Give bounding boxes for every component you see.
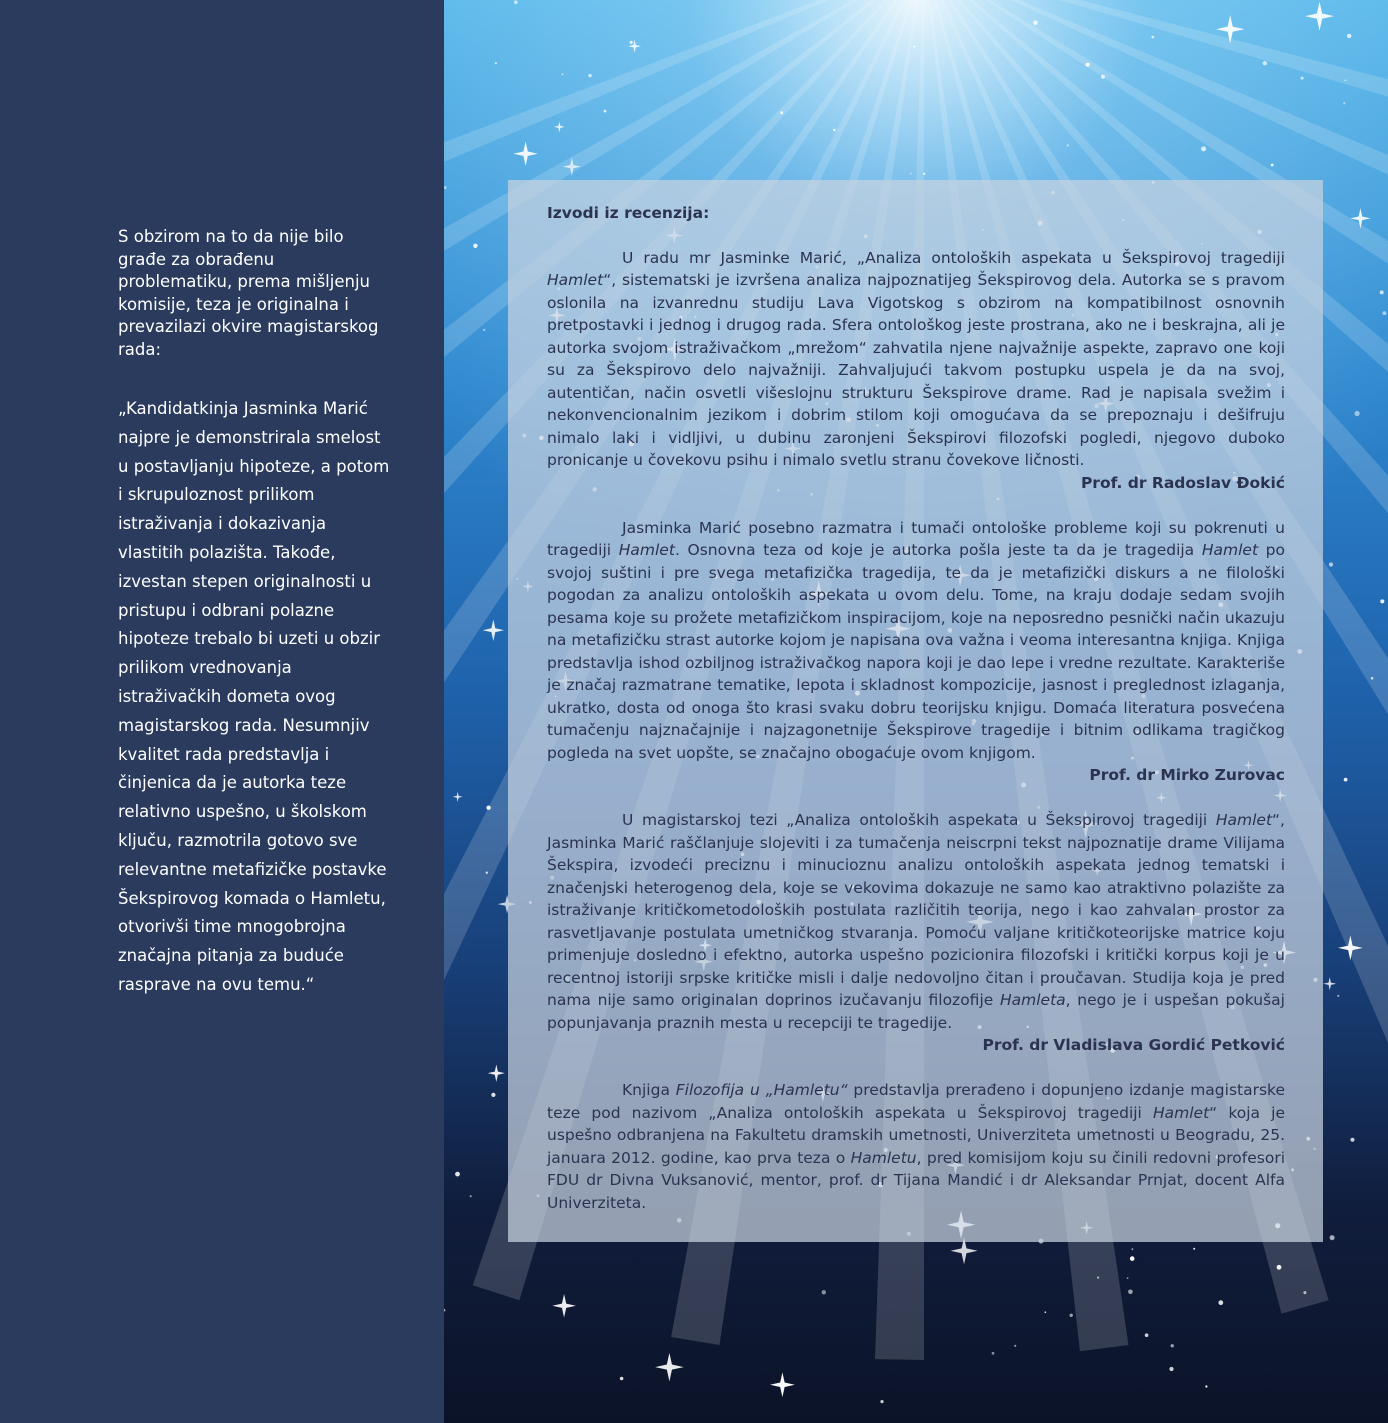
star-dot	[1330, 1235, 1335, 1240]
star-dot	[495, 62, 497, 64]
star-dot	[1128, 1290, 1133, 1295]
star-dot	[923, 173, 925, 175]
star-dot	[514, 0, 518, 4]
star-dot	[1145, 1333, 1149, 1337]
star-dot	[910, 173, 912, 175]
star-dot	[620, 1377, 624, 1381]
star-dot	[630, 41, 633, 44]
star-dot	[822, 1290, 826, 1294]
star-dot	[1303, 1291, 1306, 1294]
star-dot	[1130, 1256, 1135, 1261]
star-dot	[1263, 61, 1267, 65]
star-dot	[1067, 144, 1069, 146]
star-dot	[588, 74, 591, 77]
star-dot	[1152, 36, 1155, 39]
committee-quote-text: „Kandidatkinja Jasminka Marić najpre je demonstrirala smelost u postavljanju hipoteze, a potom i skrupuloznost prilikom istraživanja i dokazivanja vlastitih polazišta. Takođe, izvestan stepen originalnosti u pristupu i odbrani polazne hipoteze trebalo bi uzeti u obzir prilikom vrednovanja istraživačkih dometa ovog magistarskog rada. Nesumnjiv kvalitet rada predstavlja i činjenica da je autorka teze relativno uspešno, u školskom ključu, razmotrila gotovo sve relevantne metafizičke postavke Šekspirovog komada o Hamletu, otvorivši time mnogobrojna značajna pitanja za buduće rasprave na ovu temu.“	[118, 399, 390, 994]
committee-intro-text: S obzirom na to da nije bilo građe za obrađenu problematiku, prema mišljenju komisije, teza je originalna i prevazilazi okvire magistarskog rada:	[118, 227, 379, 359]
star-dot	[1101, 75, 1105, 79]
star-dot	[470, 1195, 472, 1197]
review-3-author: Prof. dr Vladislava Gordić Petković	[982, 1036, 1285, 1054]
star-dot	[473, 244, 477, 248]
star-dot	[455, 1172, 460, 1177]
review-2-text: Jasminka Marić posebno razmatra i tumači ontološke probleme koji su pokrenuti u tragediji Hamlet. Osnovna teza od koje je autorka pošla jeste ta da je tragedija Hamlet po svojoj suštini i pre svega metafizička tragedija, te da je metafizički diskurs a ne filološki pogodan za analizu ontoloških aspekata u ovom delu. Tome, na kraju dodaje sedam svojih pesama koje su prožete metafizičkom inspiracijom, koje na neposredno pesnički način ukazuju na metafizičku strast autorke kojom je napisana ova važna i veoma interesantna knjiga. Knjiga predstavlja ishod ozbiljnog istraživačkog napora koji je dao lepe i vredne rezultate. Karakteriše je značaj razmatrane tematike, lepota i skladnost kompozicije, jasnost i preglednost izlaganja, ukratko, dosta od onoga što krasi svaku dobru teorijsku knjigu. Domaća literatura posvećena tumačenju najznačajnije i najzagonetnije Šekspirove tragedije i bitnim odlikama tragičkog pogleda na svet uopšte, se značajno obogaćuje ovom knjigom.	[547, 518, 1286, 762]
star-dot	[1097, 1277, 1099, 1279]
sparkle-star	[770, 1372, 795, 1397]
star-dot	[1344, 80, 1346, 82]
sparkle-star	[655, 1353, 683, 1381]
star-dot	[1344, 778, 1348, 782]
reviews-heading: Izvodi iz recenzija:	[547, 204, 710, 222]
star-dot	[1355, 411, 1360, 416]
star-dot	[1169, 1367, 1173, 1371]
star-dot	[1201, 146, 1206, 151]
star-dot	[1218, 1300, 1223, 1305]
star-dot	[444, 1309, 445, 1312]
reviews-box	[508, 180, 1323, 1242]
reviews-content	[547, 202, 1285, 1214]
review-1-text: U radu mr Jasminke Marić, „Analiza ontoloških aspekata u Šekspirovoj tragediji Hamlet“, sistematski je izvršena analiza najpoznatijeg Šekspirovog dela. Autorka se s pravom oslonila na izvanrednu studiju Lava Vigotskog s obzirom na kompatibilnost osnovnih pretpostavki i jednog i drugog rada. Sfera ontološkog jeste prostrana, ako ne i beskrajna, ali je autorka svojom istraživačkom „mrežom“ zahvatila njene najvažnije aspekte, zapravo one koji su za Šekspirovo delo najvažniji. Zahvaljujući takvom postupku uspela je da na svoj, autentičan, način osvetli višeslojnu strukturu Šekspirove drame. Rad je napisala svežim i nekonvencionalnim jezikom i dobrim stilom koji omogućava da se prepoznaju i dešifruju nimalo laki i vidljivi, u dubinu zaronjeni Šekspirovi filozofski pogledi, njegovo duboko pronicanje u čovekovu psihu i nimalo svetlu stranu čovekove ličnosti.	[547, 248, 1285, 469]
star-dot	[1329, 562, 1333, 566]
star-dot	[486, 806, 490, 810]
star-dot	[491, 1093, 495, 1097]
star-dot	[1045, 1311, 1047, 1313]
star-dot	[833, 129, 835, 131]
star-dot	[483, 329, 485, 331]
star-dot	[1301, 77, 1304, 80]
review-1-author: Prof. dr Radoslav Đokić	[1080, 473, 1285, 492]
star-dot	[1132, 1248, 1134, 1250]
star-dot	[1347, 34, 1351, 38]
star-dot	[1371, 677, 1374, 680]
star-dot	[604, 110, 607, 113]
star-dot	[1337, 995, 1339, 997]
sparkle-star	[552, 1294, 576, 1318]
sparkle-star	[488, 1065, 505, 1082]
star-dot	[1070, 1314, 1073, 1317]
star-dot	[1014, 1345, 1016, 1347]
star-dot	[880, 1400, 883, 1403]
star-dot	[1171, 1344, 1174, 1347]
star-dot	[1205, 1385, 1207, 1387]
review-3-text: U magistarskoj tezi „Analiza ontoloških aspekata u Šekspirovoj tragediji Hamlet“, Jasminka Marić raščlanjuje slojeviti i za tumačenja neiscrpni tekst najpoznatije drame Vilijama Šekspira, izvodeći preciznu i minucioznu analizu ontoloških aspekata jednog tematski i značenjski heterogenog dela, koje se vekovima dokazuje ne samo kao atraktivno polazište za istraživanje kritičkometodoloških postulata različitih teorija, nego i kao zahvalan prostor za rasvetljavanje postulata umetničkog stvaranja. Pomoću valjane kritičkoteorijske matrice koju primenjuje dosledno i efektno, autorka uspešno pozicionira filozofski i kritički korpus koji je u recentnoj istoriji srpske kritičke misli i dalje nedovoljno čitan i proučavan. Studija koja je pred nama nije samo originalan doprinos izučavanju filozofije Hamleta, nego je i uspešan pokušaj popunjavanja praznih mesta u recepciji te tragedije.	[547, 811, 1285, 1032]
star-dot	[562, 74, 564, 76]
star-dot	[1086, 63, 1090, 67]
star-dot	[1193, 1248, 1195, 1250]
star-dot	[1033, 20, 1038, 25]
review-2-author: Prof. dr Mirko Zurovac	[1089, 766, 1285, 784]
sparkle-star	[1323, 977, 1336, 990]
star-dot	[1383, 311, 1387, 315]
star-dot	[1343, 102, 1345, 104]
star-dot	[1277, 1265, 1282, 1270]
star-dot	[1271, 164, 1274, 167]
star-dot	[1351, 1138, 1355, 1142]
star-dot	[780, 111, 783, 114]
star-dot	[913, 46, 915, 48]
publication-note: Knjiga Filozofija u „Hamletu“ predstavlja prerađeno i dopunjeno izdanje magistarske teze pod nazivom „Analiza ontoloških aspekata u Šekspirovoj tragediji Hamlet“ koja je uspešno odbranjena na Fakultetu dramskih umetnosti, Univerziteta umetnosti u Beogradu, 25. januara 2012. godine, kao prva teza o Hamletu, pred komisijom koju su činili redovni profesori FDU dr Divna Vuksanović, mentor, prof. dr Tijana Mandić i dr Aleksandar Prnjat, docent Alfa Univerziteta.	[547, 1081, 1286, 1212]
star-dot	[1127, 1277, 1129, 1279]
star-dot	[992, 1352, 995, 1355]
left-panel	[0, 0, 444, 1423]
star-dot	[1380, 599, 1384, 603]
star-dot	[1380, 290, 1384, 294]
star-dot	[486, 872, 488, 874]
